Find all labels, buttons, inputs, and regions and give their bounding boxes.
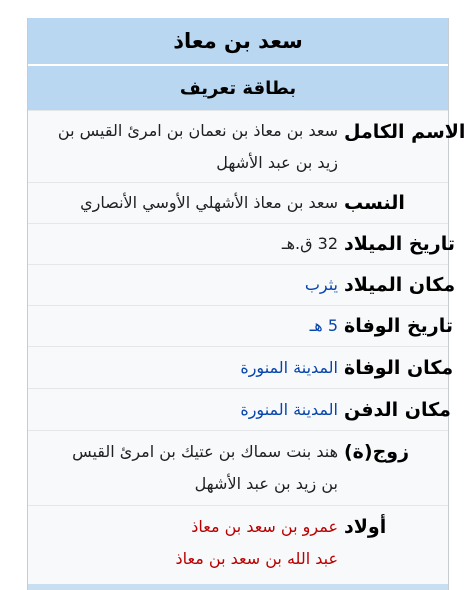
row-label: مكان الوفاة xyxy=(344,356,454,379)
row-value xyxy=(38,183,338,223)
value-line: سعد بن معاذ بن نعمان بن امرئ القيس بن xyxy=(57,120,338,140)
row-label: مكان الميلاد xyxy=(344,274,456,296)
link-yathrib[interactable]: يثرب xyxy=(304,275,338,294)
row-value xyxy=(38,389,338,430)
row-full-name xyxy=(28,110,466,182)
row-value xyxy=(38,306,338,346)
value-line: 32 ق.هـ xyxy=(281,234,338,253)
row-value xyxy=(38,224,338,264)
value-line: هند بنت سماك بن عتيك بن امرئ القيس xyxy=(72,442,338,461)
row-value xyxy=(38,347,338,388)
row-birth-place xyxy=(28,264,456,305)
row-burial-place xyxy=(28,388,451,430)
row-value xyxy=(38,111,338,182)
row-children xyxy=(28,505,448,580)
row-value xyxy=(38,265,338,305)
value-line: بن زيد بن عبد الأشهل xyxy=(194,474,338,493)
link-medina[interactable]: المدينة المنورة xyxy=(240,357,338,377)
row-death-place xyxy=(28,346,454,388)
infobox-rows xyxy=(28,110,466,580)
link-medina[interactable]: المدينة المنورة xyxy=(240,399,338,419)
link-death-year[interactable]: 5 هـ xyxy=(309,316,338,335)
row-label: زوج(ة) xyxy=(344,441,410,463)
value-line: زيد بن عبد الأشهل xyxy=(216,152,338,172)
row-death-date xyxy=(28,305,453,346)
row-label: أولاد xyxy=(344,516,387,538)
value-line: سعد بن معاذ الأشهلي الأوسي الأنصاري xyxy=(80,193,338,212)
row-label: تاريخ الميلاد xyxy=(344,233,455,255)
row-label: مكان الدفن xyxy=(344,398,451,421)
row-birth-date xyxy=(28,223,455,264)
row-label: تاريخ الوفاة xyxy=(344,315,453,337)
row-value xyxy=(38,506,338,580)
row-value xyxy=(38,431,338,505)
infobox xyxy=(27,18,466,590)
row-spouse xyxy=(28,430,448,505)
infobox-title: سعد بن معاذ xyxy=(28,18,448,65)
row-label: الاسم الكامل xyxy=(344,121,466,143)
redlink-child-amr[interactable]: عمرو بن سعد بن معاذ xyxy=(191,517,338,536)
redlink-child-abdullah[interactable]: عبد الله بن سعد بن معاذ xyxy=(175,549,338,568)
row-label: النسب xyxy=(344,192,405,214)
infobox-subtitle: بطاقة تعريف xyxy=(28,65,448,110)
row-lineage xyxy=(28,182,448,223)
